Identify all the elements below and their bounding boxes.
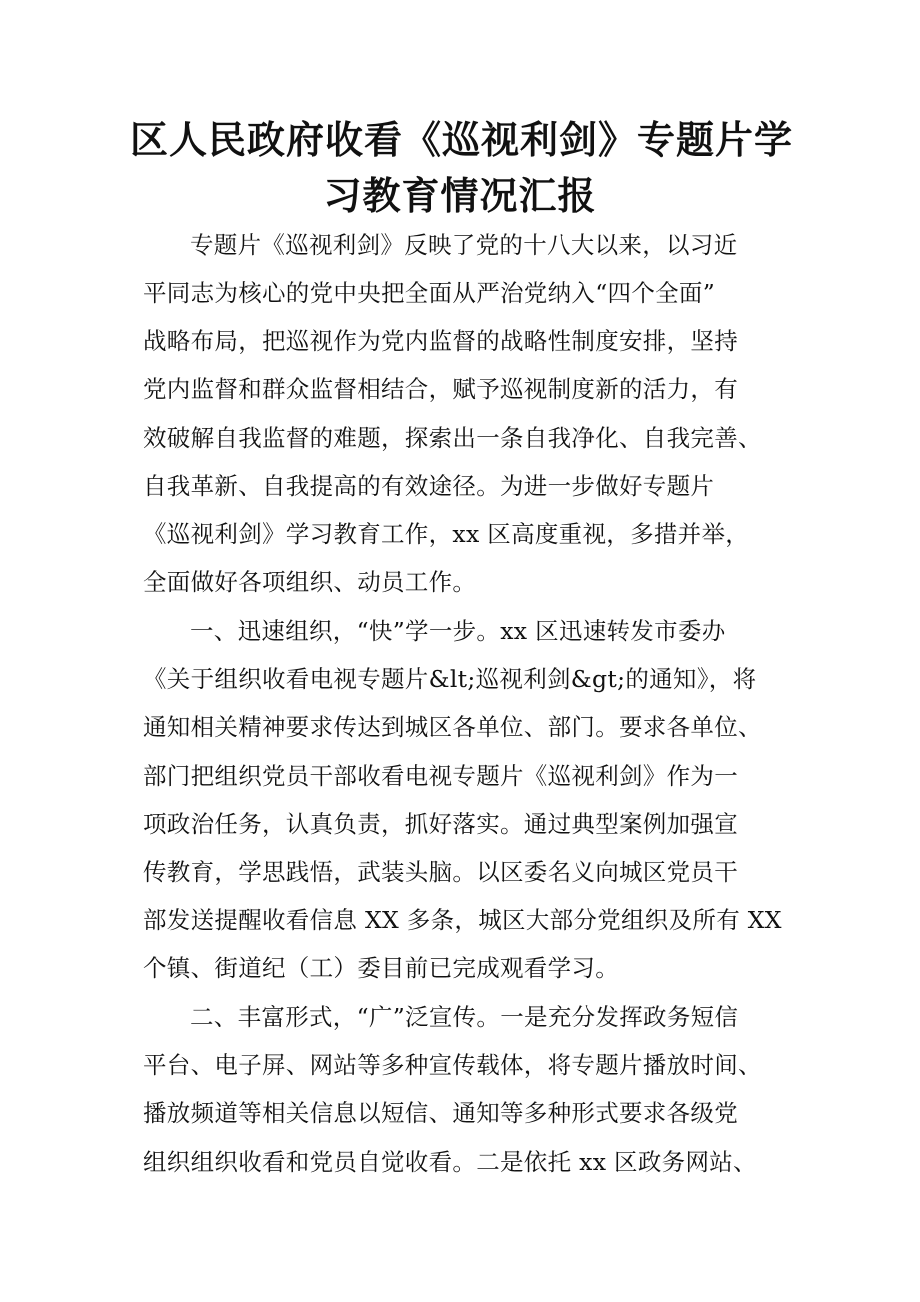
paragraph-3-line-2: 平台、电子屏、网站等多种宣传载体，将专题片播放时间、	[143, 1051, 762, 1079]
paragraph-1-line-1: 专题片《巡视利剑》反映了党的十八大以来，以习近	[190, 231, 738, 259]
paragraph-2-line-3: 通知相关精神要求传达到城区各单位、部门。要求各单位、	[143, 713, 762, 741]
paragraph-2-line-4: 部门把组织党员干部收看电视专题片《巡视利剑》作为一	[143, 762, 738, 790]
paragraph-2-line-5: 项政治任务，认真负责，抓好落实。通过典型案例加强宣	[143, 810, 738, 838]
paragraph-2-line-1: 一、迅速组织，“快”学一步。xx 区迅速转发市委办	[190, 617, 726, 645]
paragraph-1-line-2: 平同志为核心的党中央把全面从严治党纳入“四个全面”	[143, 279, 716, 307]
paragraph-1-line-6: 自我革新、自我提高的有效途径。为进一步做好专题片	[143, 472, 715, 500]
paragraph-1-line-8: 全面做好各项组织、动员工作。	[143, 568, 477, 596]
document-title	[130, 112, 794, 224]
title-line-2: 习教育情况汇报	[323, 174, 597, 218]
paragraph-1-line-3: 战略布局，把巡视作为党内监督的战略性制度安排，坚持	[143, 327, 738, 355]
paragraph-1-line-5: 效破解自我监督的难题，探索出一条自我净化、自我完善、	[143, 424, 762, 452]
paragraph-2-line-6: 传教育，学思践悟，武装头脑。以区委名义向城区党员干	[143, 858, 738, 886]
paragraph-1-line-4: 党内监督和群众监督相结合，赋予巡视制度新的活力，有	[143, 375, 738, 403]
paragraph-3-line-1: 二、丰富形式，“广”泛宣传。一是充分发挥政务短信	[190, 1003, 739, 1031]
paragraph-1-line-7: 《巡视利剑》学习教育工作，xx 区高度重视，多措并举，	[143, 520, 750, 548]
paragraph-2-line-2: 《关于组织收看电视专题片&lt;巡视利剑&gt;的通知》，将	[143, 665, 757, 693]
paragraph-3-line-4: 组织组织收看和党员自觉收看。二是依托 xx 区政务网站、	[143, 1148, 757, 1176]
paragraph-3-line-3: 播放频道等相关信息以短信、通知等多种形式要求各级党	[143, 1099, 738, 1127]
paragraph-2-line-7: 部发送提醒收看信息 XX 多条，城区大部分党组织及所有 XX	[143, 906, 782, 934]
paragraph-2-line-8: 个镇、街道纪（工）委目前已完成观看学习。	[143, 954, 619, 982]
title-line-1: 区人民政府收看《巡视利剑》专题片学	[130, 118, 794, 162]
